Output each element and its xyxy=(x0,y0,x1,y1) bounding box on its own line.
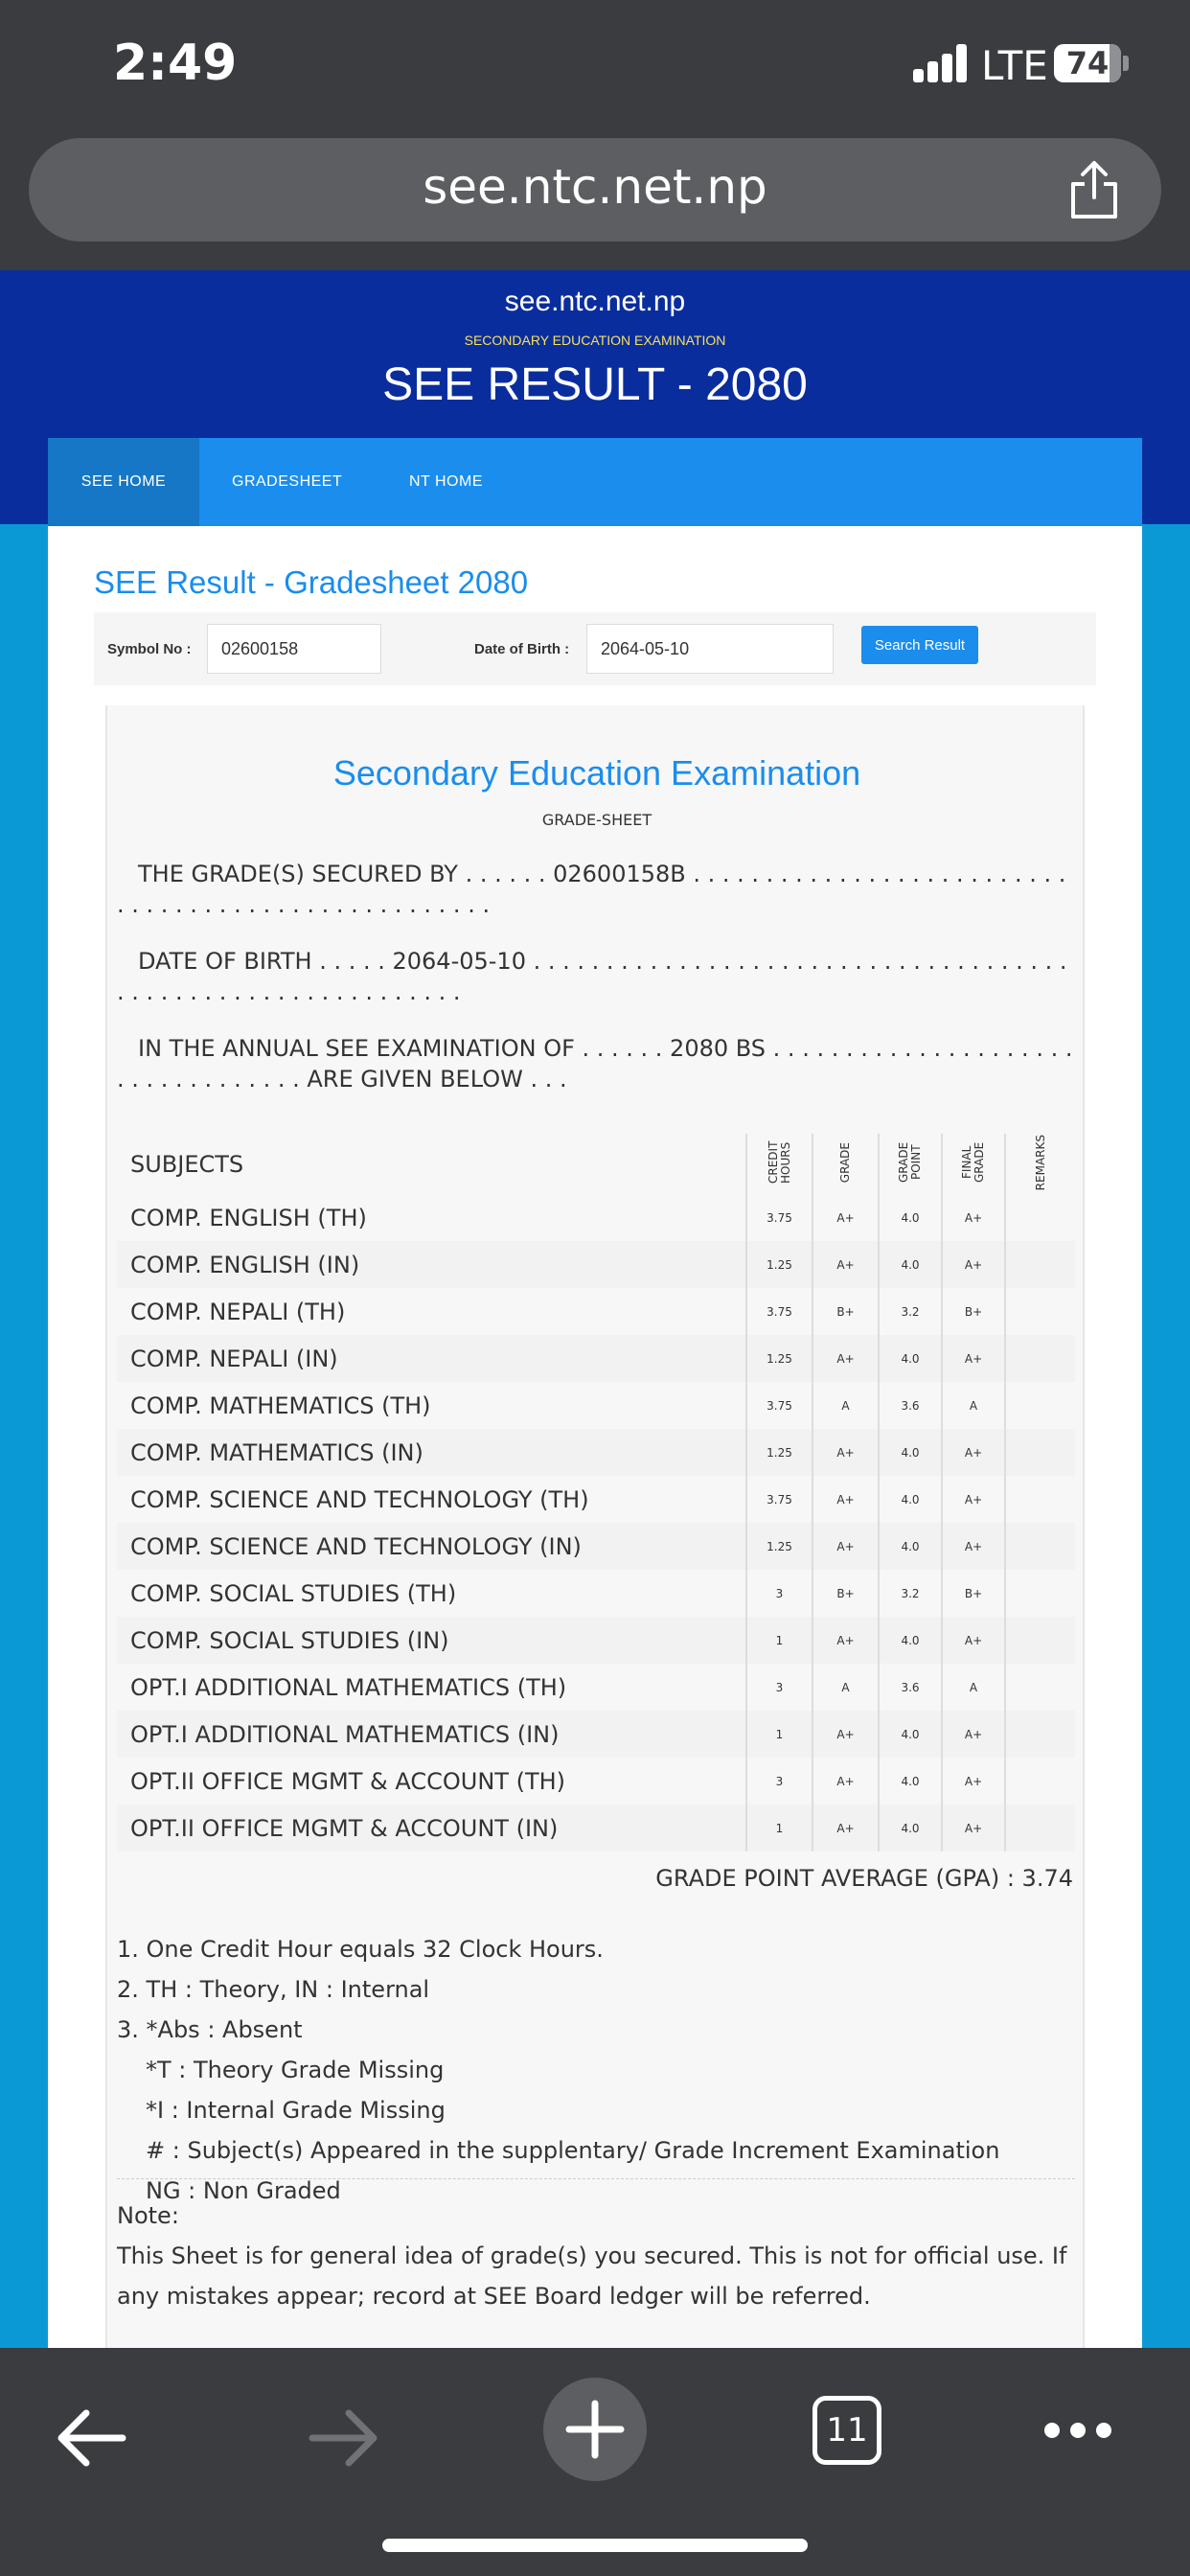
sheet-title: Secondary Education Examination xyxy=(332,753,861,793)
subject-cell: COMP. ENGLISH (TH) xyxy=(117,1194,746,1241)
final-grade-cell: A+ xyxy=(942,1241,1005,1288)
credit-cell: 3 xyxy=(746,1758,812,1805)
point-cell: 4.0 xyxy=(879,1241,942,1288)
point-cell: 3.6 xyxy=(879,1664,942,1711)
table-row xyxy=(117,1241,1075,1288)
point-cell: 4.0 xyxy=(879,1194,942,1241)
grade-cell: A+ xyxy=(812,1758,879,1805)
note-item: 2. TH : Theory, IN : Internal xyxy=(117,1976,430,2003)
grade-cell: B+ xyxy=(812,1570,879,1617)
point-cell: 4.0 xyxy=(879,1617,942,1664)
table-row xyxy=(117,1476,1075,1523)
subject-cell: OPT.II OFFICE MGMT & ACCOUNT (TH) xyxy=(117,1758,746,1805)
final-grade-cell: A+ xyxy=(942,1194,1005,1241)
signal-icon xyxy=(913,44,969,82)
subject-cell: COMP. NEPALI (IN) xyxy=(117,1335,746,1382)
nav-see-home[interactable]: SEE HOME xyxy=(48,438,199,526)
remarks-cell xyxy=(1005,1429,1075,1476)
dob-input[interactable]: 2064-05-10 xyxy=(586,624,834,674)
grade-sheet xyxy=(105,705,1085,2348)
credit-cell: 3 xyxy=(746,1570,812,1617)
subject-cell: COMP. MATHEMATICS (TH) xyxy=(117,1382,746,1429)
note-item: *T : Theory Grade Missing xyxy=(146,2057,445,2083)
note-item: *I : Internal Grade Missing xyxy=(146,2097,446,2124)
credit-cell: 3 xyxy=(746,1664,812,1711)
credit-cell: 1 xyxy=(746,1711,812,1758)
remarks-cell xyxy=(1005,1711,1075,1758)
point-cell: 4.0 xyxy=(879,1429,942,1476)
remarks-cell xyxy=(1005,1758,1075,1805)
remarks-cell xyxy=(1005,1382,1075,1429)
table-row xyxy=(117,1664,1075,1711)
grade-cell: B+ xyxy=(812,1288,879,1335)
subject-cell: OPT.I ADDITIONAL MATHEMATICS (IN) xyxy=(117,1711,746,1758)
nav-gradesheet[interactable]: GRADESHEET xyxy=(232,473,343,490)
grade-cell: A+ xyxy=(812,1429,879,1476)
note-item: NG : Non Graded xyxy=(146,2177,341,2204)
point-cell: 4.0 xyxy=(879,1335,942,1382)
subject-cell: COMP. NEPALI (TH) xyxy=(117,1288,746,1335)
credit-cell: 3.75 xyxy=(746,1288,812,1335)
note-text: This Sheet is for general idea of grade(s) you secured. This is not for official use. If any mistakes appear; record at SEE Board ledger will be referred. xyxy=(117,2242,1067,2310)
forward-arrow-icon[interactable] xyxy=(309,2407,379,2469)
col-final-grade: FINAL GRADE xyxy=(942,1134,1005,1194)
more-icon[interactable] xyxy=(1042,2421,1113,2440)
point-cell: 4.0 xyxy=(879,1805,942,1852)
subject-cell: COMP. SOCIAL STUDIES (IN) xyxy=(117,1617,746,1664)
credit-cell: 3.75 xyxy=(746,1194,812,1241)
symbol-input[interactable]: 02600158 xyxy=(207,624,381,674)
grade-cell: A+ xyxy=(812,1617,879,1664)
final-grade-cell: A+ xyxy=(942,1805,1005,1852)
back-arrow-icon[interactable] xyxy=(56,2407,126,2469)
table-row xyxy=(117,1617,1075,1664)
note-item: # : Subject(s) Appeared in the supplentary/ Grade Increment Examination xyxy=(146,2137,1000,2164)
note-title: Note: xyxy=(117,2202,179,2229)
dob-label: Date of Birth : xyxy=(474,641,570,657)
remarks-cell xyxy=(1005,1570,1075,1617)
divider xyxy=(117,2178,1075,2179)
grade-cell: A+ xyxy=(812,1335,879,1382)
col-grade-point: GRADE POINT xyxy=(879,1134,942,1194)
grade-cell: A+ xyxy=(812,1241,879,1288)
final-grade-cell: A xyxy=(942,1664,1005,1711)
table-row xyxy=(117,1335,1075,1382)
remarks-cell xyxy=(1005,1288,1075,1335)
table-row xyxy=(117,1758,1075,1805)
site-title: SEE RESULT - 2080 xyxy=(382,359,808,410)
subject-cell: OPT.I ADDITIONAL MATHEMATICS (TH) xyxy=(117,1664,746,1711)
share-icon[interactable] xyxy=(1065,159,1123,220)
point-cell: 3.2 xyxy=(879,1288,942,1335)
note-item: 1. One Credit Hour equals 32 Clock Hours. xyxy=(117,1936,604,1963)
col-subjects: SUBJECTS xyxy=(117,1134,746,1194)
table-row xyxy=(117,1805,1075,1852)
table-row xyxy=(117,1523,1075,1570)
remarks-cell xyxy=(1005,1617,1075,1664)
subject-cell: COMP. ENGLISH (IN) xyxy=(117,1241,746,1288)
credit-cell: 1.25 xyxy=(746,1523,812,1570)
grade-cell: A xyxy=(812,1664,879,1711)
content-panel xyxy=(48,526,1142,2348)
nav-bar xyxy=(48,438,1142,526)
table-row xyxy=(117,1570,1075,1617)
status-time: 2:49 xyxy=(113,34,238,92)
subject-cell: COMP. SCIENCE AND TECHNOLOGY (TH) xyxy=(117,1476,746,1523)
point-cell: 4.0 xyxy=(879,1758,942,1805)
credit-cell: 1 xyxy=(746,1617,812,1664)
site-subtitle: SECONDARY EDUCATION EXAMINATION xyxy=(464,333,726,348)
credit-cell: 1.25 xyxy=(746,1241,812,1288)
url-text[interactable]: see.ntc.net.np xyxy=(423,159,767,215)
grade-cell: A+ xyxy=(812,1711,879,1758)
subject-cell: COMP. SOCIAL STUDIES (TH) xyxy=(117,1570,746,1617)
note-item: 3. *Abs : Absent xyxy=(117,2016,303,2043)
subject-cell: COMP. SCIENCE AND TECHNOLOGY (IN) xyxy=(117,1523,746,1570)
site-name: see.ntc.net.np xyxy=(504,286,686,317)
disclaimer xyxy=(117,2196,1075,2316)
table-row xyxy=(117,1194,1075,1241)
credit-cell: 1.25 xyxy=(746,1335,812,1382)
final-grade-cell: A+ xyxy=(942,1335,1005,1382)
point-cell: 4.0 xyxy=(879,1523,942,1570)
col-grade: GRADE xyxy=(812,1134,879,1194)
credit-cell: 3.75 xyxy=(746,1476,812,1523)
symbol-label: Symbol No : xyxy=(107,641,192,657)
grade-cell: A+ xyxy=(812,1194,879,1241)
remarks-cell xyxy=(1005,1476,1075,1523)
table-row xyxy=(117,1429,1075,1476)
table-row xyxy=(117,1288,1075,1335)
status-bar xyxy=(0,0,1190,134)
grade-cell: A+ xyxy=(812,1476,879,1523)
remarks-cell xyxy=(1005,1805,1075,1852)
remarks-cell xyxy=(1005,1664,1075,1711)
page-heading: SEE Result - Gradesheet 2080 xyxy=(94,564,529,600)
grades-table xyxy=(117,1134,1075,1852)
grade-cell: A xyxy=(812,1382,879,1429)
credit-cell: 1.25 xyxy=(746,1429,812,1476)
sheet-subtitle: GRADE-SHEET xyxy=(541,811,652,829)
final-grade-cell: A+ xyxy=(942,1758,1005,1805)
final-grade-cell: B+ xyxy=(942,1288,1005,1335)
final-grade-cell: A+ xyxy=(942,1429,1005,1476)
search-form xyxy=(94,612,1096,685)
final-grade-cell: A+ xyxy=(942,1711,1005,1758)
table-row xyxy=(117,1711,1075,1758)
grade-cell: A+ xyxy=(812,1523,879,1570)
final-grade-cell: A+ xyxy=(942,1476,1005,1523)
tabs-count: 11 xyxy=(826,2411,868,2450)
exam-line: IN THE ANNUAL SEE EXAMINATION OF . . . . . . 2080 BS . . . . . . . . . . . . . . . . . . . . . . . . . . . . . . . . . . ARE GIVEN BELOW . . . xyxy=(117,1035,1073,1092)
legend-notes xyxy=(117,1929,1075,2211)
final-grade-cell: A+ xyxy=(942,1523,1005,1570)
subject-cell: OPT.II OFFICE MGMT & ACCOUNT (IN) xyxy=(117,1805,746,1852)
home-indicator xyxy=(382,2539,808,2552)
table-row xyxy=(117,1382,1075,1429)
final-grade-cell: A+ xyxy=(942,1617,1005,1664)
final-grade-cell: A xyxy=(942,1382,1005,1429)
point-cell: 4.0 xyxy=(879,1476,942,1523)
col-remarks: REMARKS xyxy=(1033,1134,1047,1191)
secured-by-line: THE GRADE(S) SECURED BY . . . . . . 02600158B . . . . . . . . . . . . . . . . . . . . . . . . . . . . . . . . . . . . . . . . . . . . . . . . . . . . xyxy=(117,861,1066,918)
credit-cell: 1 xyxy=(746,1805,812,1852)
remarks-cell xyxy=(1005,1335,1075,1382)
battery-level: 74 xyxy=(1065,45,1110,81)
address-bar[interactable] xyxy=(29,138,1161,242)
battery-icon xyxy=(1054,44,1121,82)
nav-nt-home[interactable]: NT HOME xyxy=(409,473,483,490)
col-credit-hours: CREDIT HOURS xyxy=(746,1134,812,1194)
subject-cell: COMP. MATHEMATICS (IN) xyxy=(117,1429,746,1476)
gpa-value: GRADE POINT AVERAGE (GPA) : 3.74 xyxy=(655,1865,1073,1892)
point-cell: 3.2 xyxy=(879,1570,942,1617)
tabs-icon[interactable] xyxy=(812,2396,881,2465)
point-cell: 3.6 xyxy=(879,1382,942,1429)
credit-cell: 3.75 xyxy=(746,1382,812,1429)
dob-line: DATE OF BIRTH . . . . . 2064-05-10 . . . . . . . . . . . . . . . . . . . . . . . . . . . . . . . . . . . . . . . . . . . . . . . . . . . . . . . . . . . . . xyxy=(117,948,1067,1005)
remarks-cell xyxy=(1005,1523,1075,1570)
grade-cell: A+ xyxy=(812,1805,879,1852)
final-grade-cell: B+ xyxy=(942,1570,1005,1617)
new-tab-plus-icon[interactable] xyxy=(542,2377,648,2482)
web-page xyxy=(0,270,1190,2348)
point-cell: 4.0 xyxy=(879,1711,942,1758)
remarks-cell xyxy=(1005,1241,1075,1288)
network-label: LTE xyxy=(981,42,1048,89)
search-result-button[interactable]: Search Result xyxy=(861,626,978,664)
remarks-cell xyxy=(1005,1194,1075,1241)
